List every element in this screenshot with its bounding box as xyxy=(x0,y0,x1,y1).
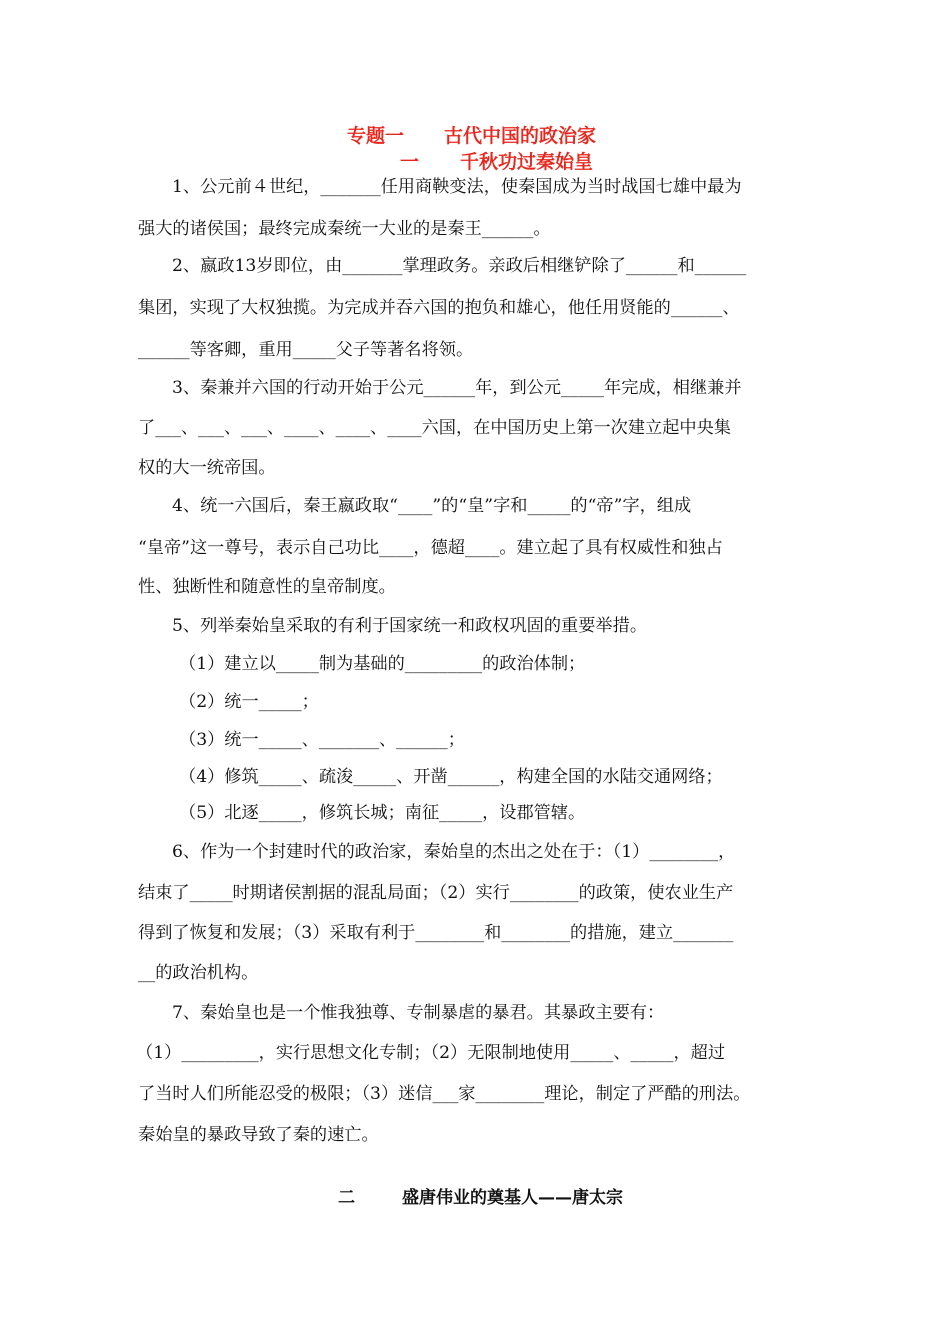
text-line: 3、秦兼并六国的行动开始于公元______年，到公元_____年完成，相继兼并 xyxy=(172,378,742,398)
text-line: __的政治机构。 xyxy=(138,963,259,983)
text-line: 权的大一统帝国。 xyxy=(138,458,276,478)
text-line: “皇帝”这一尊号，表示自己功比____，德超____。建立起了具有权威性和独占 xyxy=(138,538,723,558)
topic-label: 专题一 xyxy=(347,125,405,147)
section1-number: 一 xyxy=(400,151,420,173)
text-line: 了___、___、___、____、____、____六国，在中国历史上第一次建立起中央集 xyxy=(138,418,731,438)
topic-title: 古代中国的政治家 xyxy=(444,125,597,147)
text-line: 2、嬴政13岁即位，由_______掌理政务。亲政后相继铲除了______和______ xyxy=(172,256,747,276)
text-line: 集团，实现了大权独揽。为完成并吞六国的抱负和雄心，他任用贤能的______、 xyxy=(138,298,740,318)
text-line: 性、独断性和随意性的皇帝制度。 xyxy=(138,577,396,597)
text-line: （1）建立以_____制为基础的_________的政治体制； xyxy=(179,654,586,674)
text-line: 得到了恢复和发展；（3）采取有利于________和________的措施，建立_______ xyxy=(138,923,734,943)
text-line: 4、统一六国后，秦王嬴政取“____”的“皇”字和_____的“帝”字，组成 xyxy=(172,496,692,516)
section2-number: 二 xyxy=(338,1188,355,1208)
text-line: 5、列举秦始皇采取的有利于国家统一和政权巩固的重要举措。 xyxy=(172,616,648,636)
text-line: （4）修筑_____、疏浚_____、开凿______，构建全国的水陆交通网络； xyxy=(179,767,723,787)
section1-title: 千秋功过秦始皇 xyxy=(460,151,594,173)
text-line: （3）统一_____、_______、______； xyxy=(179,730,465,750)
text-line: （2）统一_____； xyxy=(179,692,319,712)
text-line: 了当时人们所能忍受的极限；（3）迷信___家________理论，制定了严酷的刑法。 xyxy=(138,1084,751,1104)
text-line: 结束了_____时期诸侯割据的混乱局面；（2）实行________的政策，使农业生产 xyxy=(138,883,734,903)
text-line: 1、公元前４世纪，_______任用商鞅变法，使秦国成为当时战国七雄中最为 xyxy=(172,177,742,197)
text-line: 强大的诸侯国；最终完成秦统一大业的是秦王______。 xyxy=(138,219,551,239)
text-line: 7、秦始皇也是一个惟我独尊、专制暴虐的暴君。其暴政主要有： xyxy=(172,1003,665,1023)
text-line: （5）北逐_____，修筑长城；南征_____，设郡管辖。 xyxy=(179,803,586,823)
section2-title: 盛唐伟业的奠基人——唐太宗 xyxy=(402,1188,623,1208)
text-line: 6、作为一个封建时代的政治家，秦始皇的杰出之处在于：（1）________， xyxy=(172,842,736,862)
text-line: ______等客卿，重用_____父子等著名将领。 xyxy=(138,340,474,360)
text-line: 秦始皇的暴政导致了秦的速亡。 xyxy=(138,1125,379,1145)
text-line: （1）_________，实行思想文化专制；（2）无限制地使用_____、_____，超过 xyxy=(136,1043,726,1063)
